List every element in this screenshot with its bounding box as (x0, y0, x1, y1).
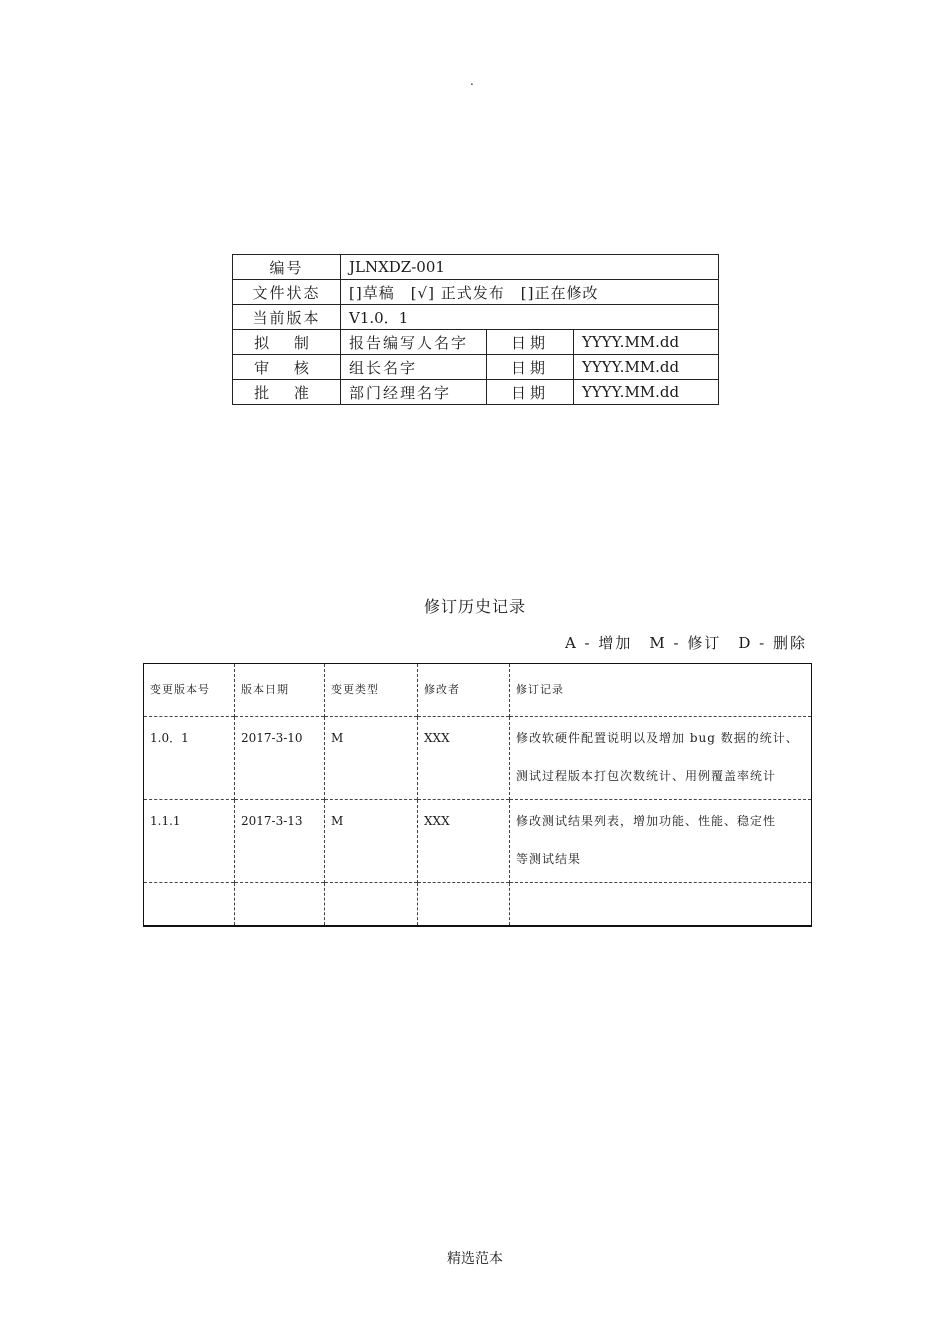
header-dot: . (470, 74, 474, 88)
revision-history-title: 修订历史记录 (423, 597, 526, 616)
row-date: 2017-3-10 (235, 717, 325, 800)
info-row-code (233, 255, 719, 280)
column-header-date: 版本日期 (235, 664, 325, 717)
info-row-status (233, 280, 719, 305)
drafter-date: YYYY.MM.dd (574, 330, 719, 355)
reviewer-date: YYYY.MM.dd (574, 355, 719, 380)
empty-cell (235, 883, 325, 927)
drafter-date-label: 日期 (487, 330, 574, 355)
row-notes (510, 800, 812, 883)
row-type: M (325, 717, 418, 800)
table-row-empty (144, 883, 812, 927)
table-header-row (144, 664, 812, 717)
drafter-name: 报告编写人名字 (341, 330, 487, 355)
change-type-legend: A - 增加 M - 修订 D - 删除 (564, 634, 807, 652)
info-row-reviewer (233, 355, 719, 380)
reviewer-name: 组长名字 (341, 355, 487, 380)
code-value: JLNXDZ-001 (341, 255, 719, 280)
row-author: XXX (418, 717, 510, 800)
empty-cell (144, 883, 235, 927)
row-notes-line: 修改软硬件配置说明以及增加 bug 数据的统计、 (516, 731, 799, 745)
version-value: V1.0．1 (341, 305, 719, 330)
row-notes-line: 修改测试结果列表，增加功能、性能、稳定性 (516, 814, 777, 828)
status-value: []草稿 [√] 正式发布 []正在修改 (341, 280, 719, 305)
drafter-label: 拟 制 (233, 330, 341, 355)
row-type: M (325, 800, 418, 883)
code-label: 编号 (233, 255, 341, 280)
column-header-version: 变更版本号 (150, 683, 210, 696)
row-author: XXX (418, 800, 510, 883)
approver-label: 批 准 (233, 380, 341, 405)
approver-date: YYYY.MM.dd (574, 380, 719, 405)
column-header-type: 变更类型 (325, 664, 418, 717)
empty-cell (325, 883, 418, 927)
document-info-table (232, 254, 719, 405)
empty-cell (418, 883, 510, 927)
empty-cell (510, 883, 812, 927)
version-label: 当前版本 (233, 305, 341, 330)
info-row-drafter (233, 330, 719, 355)
row-version: 1.1.1 (144, 800, 235, 883)
status-label: 文件状态 (233, 280, 341, 305)
row-notes-line: 测试过程版本打包次数统计、用例覆盖率统计 (516, 769, 777, 783)
row-notes (510, 717, 812, 800)
row-date: 2017-3-13 (235, 800, 325, 883)
reviewer-label: 审 核 (233, 355, 341, 380)
column-header-notes: 修订记录 (510, 664, 812, 717)
column-header-author: 修改者 (418, 664, 510, 717)
row-version: 1.0．1 (144, 717, 235, 800)
approver-name: 部门经理名字 (341, 380, 487, 405)
table-row (144, 800, 812, 883)
row-notes-line: 等测试结果 (516, 852, 582, 866)
approver-date-label: 日期 (487, 380, 574, 405)
reviewer-date-label: 日期 (487, 355, 574, 380)
info-row-approver (233, 380, 719, 405)
info-row-version (233, 305, 719, 330)
revision-history-table (143, 663, 812, 927)
table-row (144, 717, 812, 800)
page-footer: 精选范本 (447, 1251, 503, 1267)
